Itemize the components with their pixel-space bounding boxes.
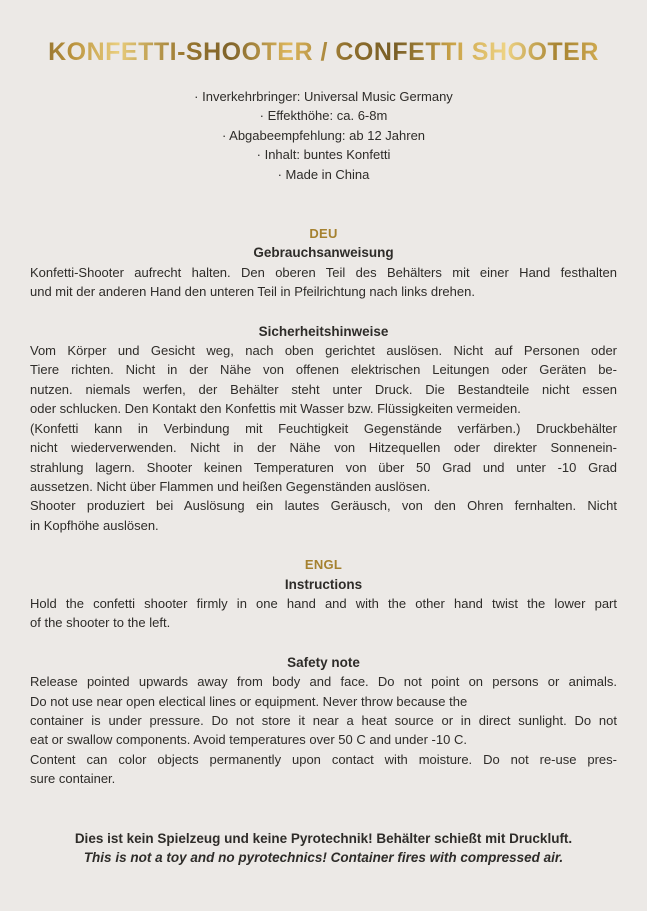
deu-safety-paragraph [30, 341, 617, 535]
text-line: (Konfetti kann in Verbindung mit Feuchtigkeit Gegenstände verfärben.) Druckbehälter [30, 420, 617, 436]
text-line: Vom Körper und Gesicht weg, nach oben gerichtet auslösen. Nicht auf Personen oder [30, 343, 617, 359]
text-line: oder schlucken. Den Kontakt den Konfettis mit Wasser bzw. Flüssigkeiten vermeiden. [30, 401, 521, 417]
product-title: KONFETTI-SHOOTER / CONFETTI SHOOTER [30, 38, 617, 66]
deu-language-label: DEU [309, 226, 338, 242]
engl-language-label: ENGL [304, 557, 343, 573]
text-line: Release pointed upwards away from body and face. Do not point on persons or animals. [30, 674, 617, 690]
product-fact: · Abgabeempfehlung: ab 12 Jahren [221, 127, 426, 143]
text-line: eat or swallow components. Avoid temperatures over 50 C and under -10 C. [30, 732, 467, 748]
text-line: Content can color objects permanently upon contact with moisture. Do not re-use pres- [30, 751, 617, 767]
section-deu [30, 224, 617, 535]
text-line: aussetzen. Nicht über Flammen und heißen Gegenständen auslösen. [30, 478, 431, 494]
product-facts-list [30, 87, 617, 184]
text-line: Do not use near open electical lines or equipment. Never throw because the [30, 693, 468, 709]
section-engl [30, 555, 617, 788]
product-fact: · Inhalt: buntes Konfetti [256, 147, 391, 163]
text-line: strahlung lagern. Shooter keinen Temperaturen von über 50 Grad und unter -10 Grad [30, 459, 617, 475]
engl-instructions-heading: Instructions [284, 576, 363, 592]
product-fact: · Inverkehrbringer: Universal Music Germany [194, 89, 453, 104]
pressure-warning [30, 829, 617, 868]
engl-instructions-paragraph [30, 594, 617, 633]
text-line: und mit der anderen Hand den unteren Teil in Pfeilrichtung nach links drehen. [30, 284, 475, 300]
deu-usage-paragraph [30, 263, 617, 302]
text-line: Konfetti-Shooter aufrecht halten. Den oberen Teil des Behälters mit einer Hand festhalten [30, 264, 617, 280]
warning-line-german: Dies ist kein Spielzeug und keine Pyrotechnik! Behälter schießt mit Druckluft. [74, 830, 573, 846]
product-fact: · Made in China [277, 166, 370, 182]
text-line: nicht wiederverwenden. Nicht in der Nähe von Hitzequellen oder direkter Sonnenein- [30, 440, 617, 456]
text-line: of the shooter to the left. [30, 615, 171, 631]
text-line: sure container. [30, 771, 116, 787]
product-fact: · Effekthöhe: ca. 6-8m [259, 108, 388, 124]
warning-line-english: This is not a toy and no pyrotechnics! Container fires with compressed air. [83, 850, 564, 865]
engl-safety-paragraph [30, 672, 617, 788]
text-line: in Kopfhöhe auslösen. [30, 517, 159, 533]
text-line: container is under pressure. Do not store it near a heat source or in direct sunlight. Do not [30, 712, 617, 728]
deu-safety-heading: Sicherheitshinweise [258, 323, 389, 339]
deu-usage-heading: Gebrauchsanweisung [253, 245, 394, 261]
text-line: Hold the confetti shooter firmly in one hand and with the other hand twist the lower part [30, 595, 617, 611]
text-line: Tiere richten. Nicht in der Nähe von offenen elektrischen Leitungen oder Geräten be- [30, 362, 617, 378]
text-line: Shooter produziert bei Auslösung ein lautes Geräusch, von den Ohren fernhalten. Nicht [30, 498, 617, 514]
engl-safety-heading: Safety note [287, 654, 360, 670]
text-line: nutzen. niemals werfen, der Behälter steht unter Druck. Die Bestandteile nicht essen [30, 381, 617, 397]
